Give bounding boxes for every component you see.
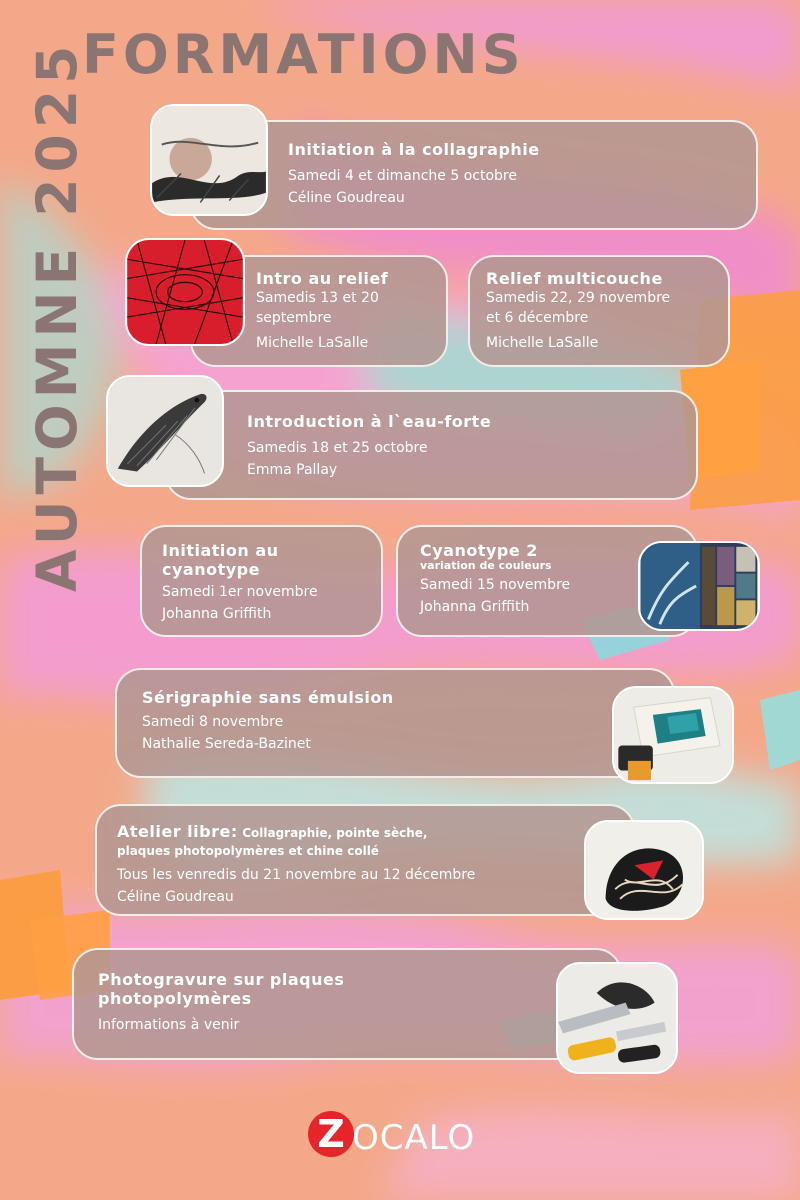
course-instructor: Michelle LaSalle bbox=[256, 335, 369, 351]
cyanotype-samples-image bbox=[638, 541, 760, 631]
screen-printing-image bbox=[612, 686, 734, 784]
mixed-media-print-image bbox=[584, 820, 704, 920]
course-title: Intro au relief bbox=[256, 269, 389, 288]
course-title-block bbox=[117, 822, 633, 860]
bird-etching-image bbox=[106, 375, 224, 487]
course-card-collagraphie[interactable] bbox=[190, 120, 758, 230]
course-card-photogravure[interactable] bbox=[72, 948, 622, 1060]
course-card-initiation-cyanotype[interactable] bbox=[140, 525, 383, 637]
printmaking-tools-image bbox=[556, 962, 678, 1074]
course-title: Initiation au bbox=[162, 541, 279, 560]
course-instructor: Emma Pallay bbox=[247, 462, 338, 478]
logo-text: OCALO bbox=[352, 1118, 476, 1158]
course-dates: Samedis 13 et 20 bbox=[256, 290, 379, 306]
course-dates: Samedi 8 novembre bbox=[142, 714, 284, 730]
course-title: Cyanotype 2 bbox=[420, 541, 538, 560]
zocalo-logo bbox=[308, 1106, 475, 1162]
course-title-topics: Collagraphie, pointe sèche, bbox=[242, 826, 428, 840]
course-card-eau-forte[interactable] bbox=[165, 390, 698, 500]
course-dates-line2: septembre bbox=[256, 310, 332, 326]
collagraph-print-image bbox=[150, 104, 268, 216]
course-dates: Samedis 22, 29 novembre bbox=[486, 290, 671, 306]
course-dates: Informations à venir bbox=[98, 1017, 240, 1033]
course-card-relief-multicouche[interactable] bbox=[468, 255, 730, 367]
course-card-atelier-libre[interactable] bbox=[95, 804, 635, 916]
course-subtitle: variation de couleurs bbox=[420, 559, 552, 572]
season-title: AUTOMNE 2025 bbox=[25, 40, 89, 593]
course-dates: Tous les venredis du 21 novembre au 12 décembre bbox=[117, 867, 476, 883]
course-instructor: Michelle LaSalle bbox=[486, 335, 599, 351]
course-title: Introduction à l`eau-forte bbox=[247, 412, 492, 431]
course-card-serigraphie[interactable] bbox=[115, 668, 675, 778]
course-title: Photogravure sur plaques bbox=[98, 970, 345, 989]
course-title: Sérigraphie sans émulsion bbox=[142, 688, 394, 707]
logo-z-circle: Z bbox=[308, 1111, 354, 1157]
course-title: Initiation à la collagraphie bbox=[288, 140, 540, 159]
course-instructor: Céline Goudreau bbox=[117, 889, 234, 905]
course-dates-line2: et 6 décembre bbox=[486, 310, 589, 326]
course-title-line2: photopolymères bbox=[98, 989, 252, 1008]
course-instructor: Céline Goudreau bbox=[288, 190, 405, 206]
main-title: FORMATIONS bbox=[82, 23, 525, 86]
course-title: Atelier libre: bbox=[117, 822, 238, 841]
course-title: Relief multicouche bbox=[486, 269, 663, 288]
course-dates: Samedi 4 et dimanche 5 octobre bbox=[288, 168, 517, 184]
course-title-topics-line2: plaques photopolymères et chine collé bbox=[117, 844, 379, 858]
course-dates: Samedi 1er novembre bbox=[162, 584, 318, 600]
red-relief-print-image bbox=[125, 238, 245, 346]
course-dates: Samedi 15 novembre bbox=[420, 577, 571, 593]
course-instructor: Johanna Griffith bbox=[162, 606, 272, 622]
course-instructor: Johanna Griffith bbox=[420, 599, 530, 615]
course-instructor: Nathalie Sereda-Bazinet bbox=[142, 736, 311, 752]
course-title-line2: cyanotype bbox=[162, 560, 260, 579]
course-dates: Samedis 18 et 25 octobre bbox=[247, 440, 428, 456]
